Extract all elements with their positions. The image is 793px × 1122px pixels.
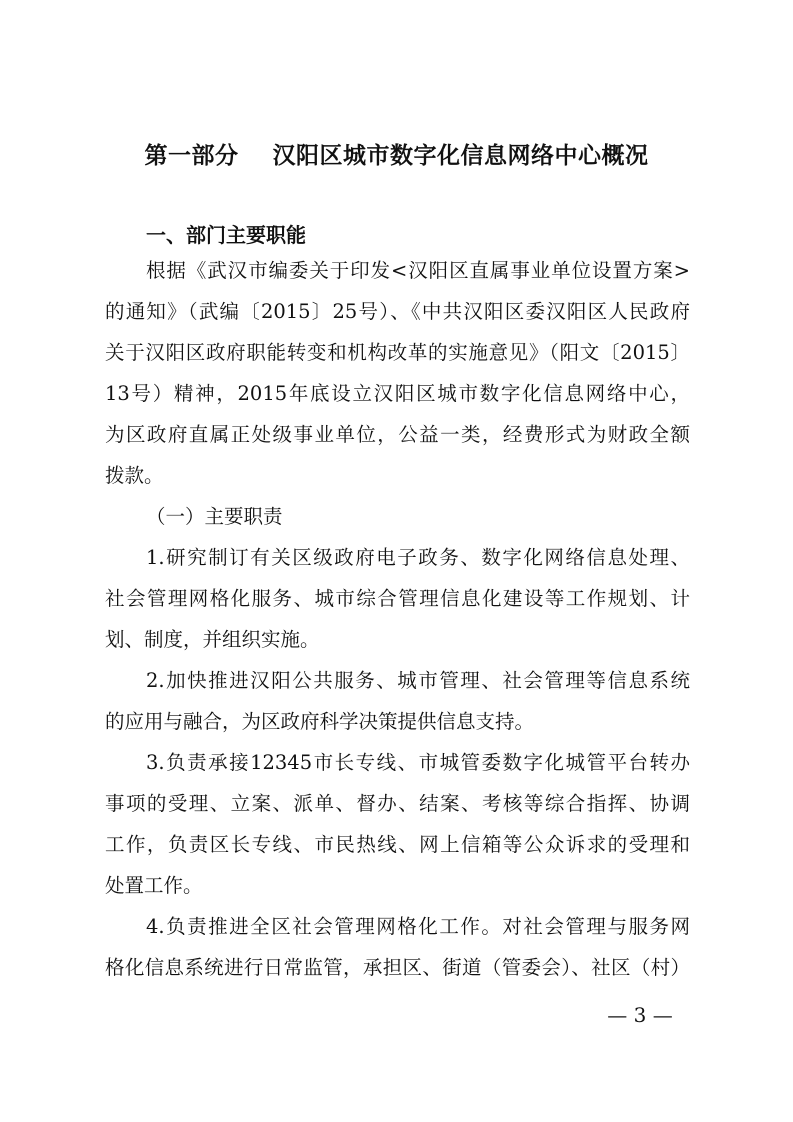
subsection-heading: （一）主要职责 — [146, 505, 283, 528]
body-line: 的通知》（武编〔2015〕25号）、《中共汉阳区委汉阳区人民政府 — [105, 300, 690, 323]
body-line: 处置工作。 — [105, 874, 203, 897]
body-line: 工作，负责区长专线、市民热线、网上信箱等公众诉求的受理和 — [105, 833, 690, 856]
body-line: 2.加快推进汉阳公共服务、城市管理、社会管理等信息系统 — [146, 669, 690, 692]
body-line: 格化信息系统进行日常监管，承担区、街道（管委会）、社区（村） — [105, 956, 690, 979]
body-line: 社会管理网格化服务、城市综合管理信息化建设等工作规划、计 — [105, 587, 690, 610]
body-line: 的应用与融合，为区政府科学决策提供信息支持。 — [105, 710, 535, 733]
body-line: 拨款。 — [105, 464, 164, 487]
page-title: 第一部分 汉阳区城市数字化信息网络中心概况 — [144, 143, 649, 169]
body-line: 划、制度，并组织实施。 — [105, 628, 320, 651]
body-line: 3.负责承接12345市长专线、市城管委数字化城管平台转办 — [146, 751, 690, 774]
body-line: 事项的受理、立案、派单、督办、结案、考核等综合指挥、协调 — [105, 792, 690, 815]
page-number: — 3 — — [607, 1003, 673, 1027]
section-heading: 一、部门主要职能 — [146, 223, 306, 247]
body-line: 为区政府直属正处级事业单位，公益一类，经费形式为财政全额 — [105, 423, 690, 446]
body-line: 13号）精神，2015年底设立汉阳区城市数字化信息网络中心， — [105, 382, 690, 405]
body-line: 关于汉阳区政府职能转变和机构改革的实施意见》（阳文〔2015〕 — [105, 341, 690, 364]
body-line: 4.负责推进全区社会管理网格化工作。对社会管理与服务网 — [146, 915, 690, 938]
body-line: 根据《武汉市编委关于印发<汉阳区直属事业单位设置方案> — [146, 259, 690, 282]
body-line: 1.研究制订有关区级政府电子政务、数字化网络信息处理、 — [146, 546, 690, 569]
